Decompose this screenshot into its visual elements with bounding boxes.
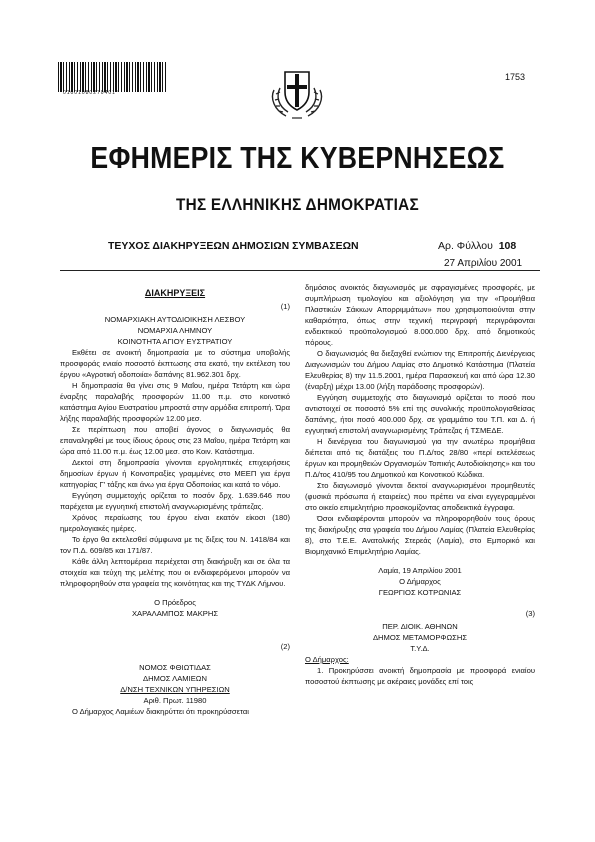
- place-date: Λαμία, 19 Απριλίου 2001: [378, 566, 462, 575]
- notice-paragraph: Εγγύηση συμμετοχής ορίζεται το ποσόν δρχ. 1.639.646 που παρέχεται με εγγυητική επιστολή αναγνωρισμένης τράπεζας.: [60, 491, 290, 511]
- barcode: [58, 62, 168, 92]
- section-heading: ΔΙΑΚΗΡΥΞΕΙΣ: [144, 288, 206, 298]
- right-column: [305, 282, 535, 687]
- authority-line: ΝΟΜΑΡΧΙΑΚΗ ΑΥΤΟΔΙΟΙΚΗΣΗ ΛΕΣΒΟΥ: [104, 315, 246, 324]
- notice-paragraph: Το έργο θα εκτελεσθεί σύμφωνα με τις διξεις του Ν. 1418/84 και τον Π.Δ. 609/85 και 171/87.: [60, 535, 290, 555]
- left-column: [60, 282, 290, 717]
- notice-paragraph: Ο διαγωνισμός θα διεξαχθεί ενώπιον της Επιτροπής Διενέργειας Διαγωνισμών του Δήμου Λαμίας στο Δημοτικό Κατάστημα (Πλατεία Ελευθερίας 8) την 11.5.2001, ημέρα Παρασκευή και από ώρα 12.30 (έναρξη) μέχρι 13.00 (λήξη παράδοσης προσφορών).: [305, 349, 535, 391]
- authority-line: Δ/ΝΣΗ ΤΕΧΝΙΚΩΝ ΥΠΗΡΕΣΙΩΝ: [120, 685, 230, 694]
- coat-of-arms-icon: [266, 60, 328, 122]
- notice-paragraph: Σε περίπτωση που αποβεί άγονος ο διαγωνισμός θα επαναληφθεί με τους ίδιους όρους στις 23 Μαΐου, ημέρα Τετάρτη και ώρα από 11.00 π.μ. έως 12.00 μεσ. στο Κοιν. Κατάστημα.: [60, 425, 290, 456]
- authority-line: ΔΗΜΟΣ ΜΕΤΑΜΟΡΦΩΣΗΣ: [372, 633, 468, 642]
- header-rule: [60, 270, 540, 271]
- notice-paragraph: Δεκτοί στη δημοπρασία γίνονται εργοληπτικές επιχειρήσεις δημοσίων έργων ή Κοινοπραξίες γραμμένες στο ΜΕΕΠ για έργα κατηγορίας Γ' τάξης και άνω για έργα Οδοποιίας και κατά το νόμο.: [60, 458, 290, 489]
- notice-paragraph: Στο διαγωνισμό γίνονται δεκτοί αναγνωρισμένοι προμηθευτές (φυσικά πρόσωπα ή εταιρείες) που πρέπει να είναι εγγεγραμμένοι στο οικείο επιμελητήριο προσκομίζοντας αποδεικτικά έγγραφα.: [305, 481, 535, 512]
- notice-number: (1): [280, 302, 290, 311]
- authority-line: ΝΟΜΑΡΧΙΑ ΛΗΜΝΟΥ: [137, 326, 213, 335]
- page-number: 1753: [505, 72, 526, 82]
- issue-sheet: [438, 240, 516, 252]
- protocol-number: Αριθ. Πρωτ. 11980: [143, 696, 207, 705]
- authority-line: Τ.Υ.Δ.: [410, 644, 430, 653]
- authority-line: ΔΗΜΟΣ ΛΑΜΙΕΩΝ: [143, 674, 207, 683]
- signer-title: Ο Πρόεδρος: [154, 598, 196, 607]
- notice-number: (3): [525, 609, 535, 618]
- notice-paragraph: Εγγύηση συμμετοχής στο διαγωνισμό ορίζεται το ποσό που αντιστοιχεί σε ποσοστό 5% επί της συνολικής προϋπολογισθείσας δαπάνης, ήτοι ποσό 400.000 δρχ. σε γραμμάτιο του Τ.Π. και Δ. ή εγγυητική επιστολή αναγνωρισμένης Τράπεζας ή ΤΣΜΕΔΕ.: [305, 393, 535, 435]
- signer-name: ΓΕΩΡΓΙΟΣ ΚΟΤΡΩΝΙΑΣ: [378, 588, 462, 597]
- notice-paragraph: Η δημοπρασία θα γίνει στις 9 Μαΐου, ημέρα Τετάρτη και ώρα έναρξης παραλαβής προσφορών 11.00 π.μ. στο κοινοτικό κατάστημα Αγίου Ευστρατίου μπροστά στην αρμόδια επιτροπή. Ώρα λήξης παραλαβής προσφορών 12.00 μεσ.: [60, 381, 290, 423]
- sheet-label: Αρ. Φύλλου: [438, 240, 493, 252]
- notice-paragraph: Όσοι ενδιαφέρονται μπορούν να πληροφορηθούν τους όρους της διακήρυξης στα γραφεία του Δήμου Λαμίας (Πλατεία Ελευθερίας 8), στο Τ.Ε.Ε. Ανατολικής Στερεάς (Λαμία), στο Εμπορικό και Βιομηχανικό Επιμελητήριο Λαμίας.: [305, 514, 535, 556]
- notice-paragraph: Εκθέτει σε ανοικτή δημοπρασία με το σύστημα υποβολής προσφοράς ενιαίο ποσοστό έκπτωσης στα εκατό, την εκτέλεση του έργου «Αγροτική οδοποιία» δαπάνης 81.962.301 δρχ.: [60, 348, 290, 379]
- gazette-title: ΕΦΗΜΕΡΙΣ ΤΗΣ ΚΥΒΕΡΝΗΣΕΩΣ: [90, 140, 505, 175]
- authority-line: ΚΟΙΝΟΤΗΤΑ ΑΓΙΟΥ ΕΥΣΤΡΑΤΙΟΥ: [117, 337, 233, 346]
- notice-paragraph: Ο Δήμαρχος Λαμιέων διακηρύττει ότι προκηρύσσεται: [72, 707, 249, 716]
- issue-date: 27 Απριλίου 2001: [444, 258, 523, 269]
- signer-title: Ο Δήμαρχος: [399, 577, 441, 586]
- notice-paragraph: δημόσιος ανοικτός διαγωνισμός με σφραγισμένες προσφορές, με συμπλήρωση τιμολογίου και αξιολόγηση για την «Προμήθεια Πλαστικών Σάκκων Απορριμμάτων» που χρησιμοποιούνται στην καθαριότητα, όπως στην τεχνική περιγραφή περιγράφονται ενδεικτικού προϋπολογισμού 8.000.000 δρχ. από δημοτικούς πόρους.: [305, 283, 535, 347]
- salutation: Ο Δήμαρχος:: [305, 655, 349, 664]
- gazette-subtitle: ΤΗΣ ΕΛΛΗΝΙΚΗΣ ΔΗΜΟΚΡΑΤΙΑΣ: [176, 195, 419, 214]
- notice-paragraph: 1. Προκηρύσσει ανοικτή δημοπρασία με προσφορά ενιαίου ποσοστού έκπτωσης με ακέραιες μονάδες επί τοις: [305, 666, 535, 686]
- notice-paragraph: Κάθε άλλη λεπτομέρεια περιέχεται στη διακήρυξη και σε όλα τα στοιχεία και τεύχη της μελέτης που οι ενδιαφερόμενοι μπορούν να πληροφορηθούν στα γραφεία της κοινότητας και της ΤΥΔΚ Λήμνου.: [60, 557, 290, 588]
- barcode-number: *01001080270401*: [60, 90, 119, 96]
- authority-line: ΝΟΜΟΣ ΦΘΙΩΤΙΔΑΣ: [139, 663, 211, 672]
- signer-name: ΧΑΡΑΛΑΜΠΟΣ ΜΑΚΡΗΣ: [131, 609, 219, 618]
- sheet-number: 108: [498, 240, 517, 252]
- issue-series: ΤΕΥΧΟΣ ΔΙΑΚΗΡΥΞΕΩΝ ΔΗΜΟΣΙΩΝ ΣΥΜΒΑΣΕΩΝ: [108, 240, 359, 252]
- notice-number: (2): [280, 642, 290, 651]
- authority-line: ΠΕΡ. ΔΙΟΙΚ. ΑΘΗΝΩΝ: [382, 622, 458, 631]
- notice-paragraph: Χρόνος περαίωσης του έργου είναι εκατόν είκοσι (180) ημερολογιακές ημέρες.: [60, 513, 290, 533]
- notice-paragraph: Η διενέργεια του διαγωνισμού για την ανωτέρω προμήθεια διέπεται από τις διατάξεις του Π.Δ/τος 28/80 «περί εκτελέσεως έργων και προμηθειών Οργανισμών Τοπικής Αυτοδιοίκησης» και του Π.Δ/τος 410/95 του Δημοτικού και Κοινοτικού Κώδικα.: [305, 437, 535, 479]
